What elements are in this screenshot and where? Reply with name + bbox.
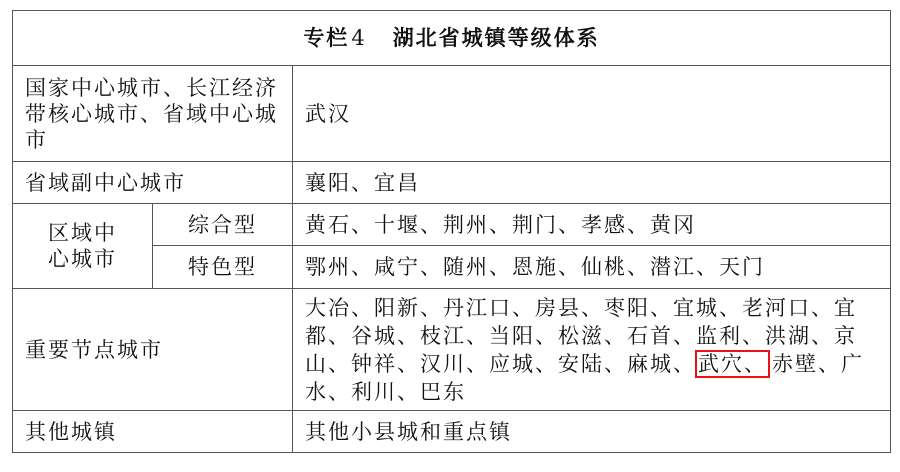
row-label: 其他城镇 <box>13 411 293 453</box>
table-row <box>13 66 891 162</box>
row-subtype: 特色型 <box>153 246 293 289</box>
row-value: 其他小县城和重点镇 <box>293 411 891 453</box>
title-number: 4 <box>351 26 367 50</box>
table-row <box>13 411 891 453</box>
title-text: 湖北省城镇等级体系 <box>392 26 600 50</box>
row-value: 襄阳、宜昌 <box>293 162 891 204</box>
row-label: 国家中心城市、长江经济带核心城市、省域中心城市 <box>13 66 293 162</box>
title-row <box>13 11 891 66</box>
title-prefix: 专栏 <box>303 26 350 50</box>
highlight-box: 武穴、 <box>695 350 770 378</box>
value-text: 大冶、阳新、丹江口、房县、枣阳、宜城、老河口、宜都、谷城、枝江、当阳、松滋、石首、监利、洪湖、京山、钟祥、汉川、应城、安陆、麻城、 <box>305 295 857 376</box>
table-title <box>13 11 891 66</box>
row-value: 武汉 <box>293 66 891 162</box>
row-value: 鄂州、咸宁、随州、恩施、仙桃、潜江、天门 <box>293 246 891 289</box>
row-subtype: 综合型 <box>153 204 293 246</box>
table-row <box>13 162 891 204</box>
city-hierarchy-table <box>12 10 891 453</box>
row-value: 黄石、十堰、荆州、荆门、孝感、黄冈 <box>293 204 891 246</box>
table-row <box>13 204 891 246</box>
row-label: 区域中心城市 <box>13 204 153 289</box>
table-row <box>13 289 891 411</box>
row-label: 重要节点城市 <box>13 289 293 411</box>
row-value <box>293 289 891 411</box>
row-label: 省域副中心城市 <box>13 162 293 204</box>
value-text: 赤壁、广水、利川、巴东 <box>305 351 864 404</box>
